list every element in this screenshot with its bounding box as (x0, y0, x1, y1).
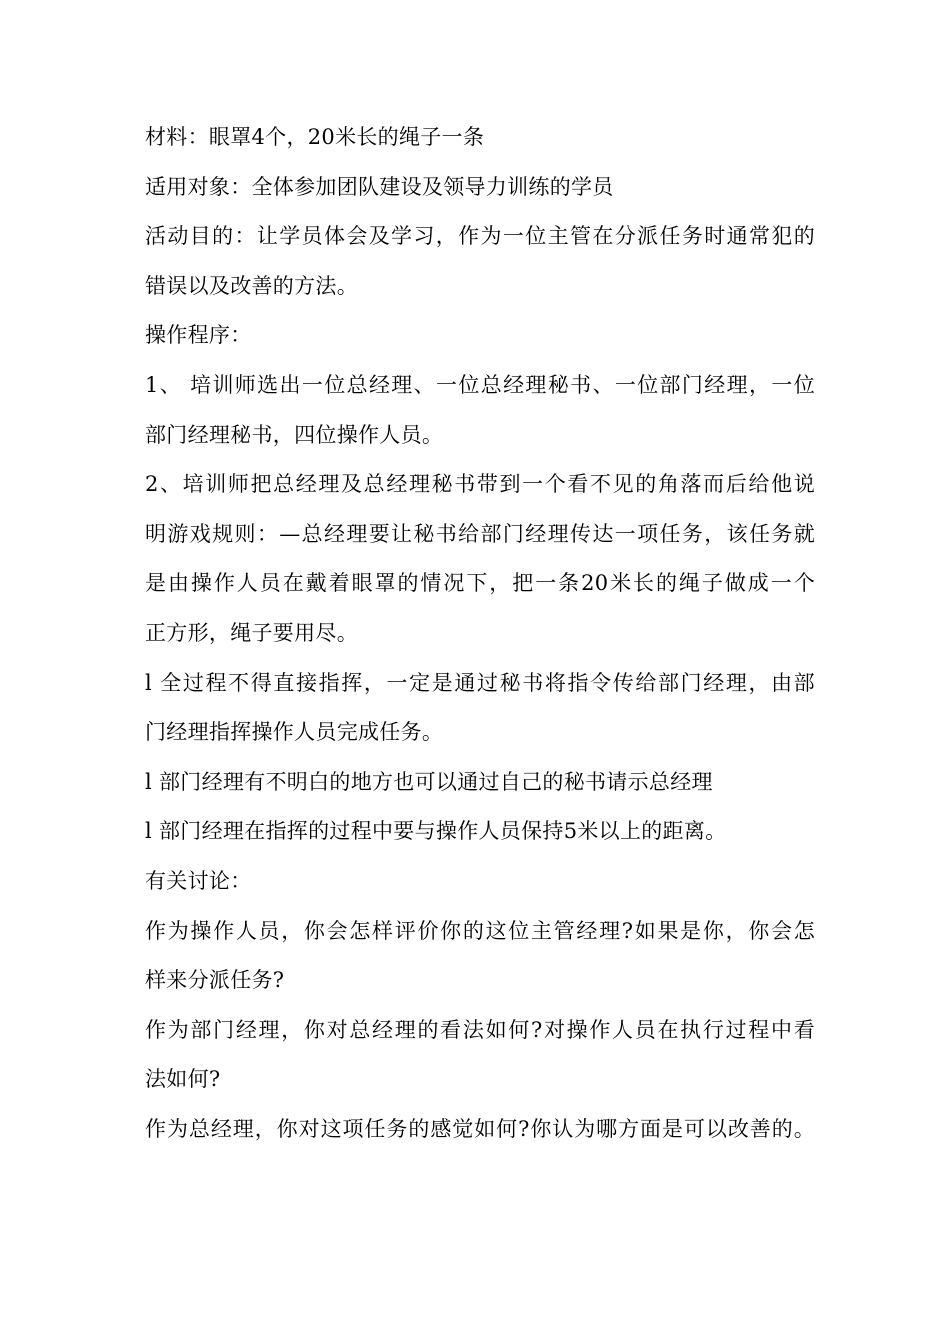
rule-1-line-2: 门经理指挥操作人员完成任务。 (145, 720, 444, 745)
target-audience-line: 适用对象：全体参加团队建设及领导力训练的学员 (145, 174, 614, 199)
materials-line: 材料：眼罩4个，20米长的绳子一条 (145, 125, 485, 149)
discussion-question-3-line: 作为总经理，你对这项任务的感觉如何?你认为哪方面是可以改善的。 (145, 1116, 815, 1141)
procedure-step-2-line-4: 正方形，绳子要用尽。 (145, 620, 358, 645)
objective-line-1: 活动目的：让学员体会及学习，作为一位主管在分派任务时通常犯的 (145, 224, 815, 249)
discussion-question-1-line-1: 作为操作人员，你会怎样评价你的这位主管经理?如果是你，你会怎 (145, 918, 815, 943)
discussion-question-2-line-2: 法如何? (145, 1067, 221, 1092)
procedure-step-2-line-2: 明游戏规则：—总经理要让秘书给部门经理传达一项任务，该任务就 (145, 521, 815, 546)
procedure-step-2-line-3: 是由操作人员在戴着眼罩的情况下，把一条20米长的绳子做成一个 (145, 571, 815, 596)
procedure-heading: 操作程序： (145, 323, 252, 348)
discussion-question-2-line-1: 作为部门经理，你对总经理的看法如何?对操作人员在执行过程中看 (145, 1017, 815, 1042)
rule-1-line-1: l 全过程不得直接指挥，一定是通过秘书将指令传给部门经理，由部 (145, 670, 815, 695)
discussion-question-1-line-2: 样来分派任务? (145, 968, 285, 993)
procedure-step-2-line-1: 2、培训师把总经理及总经理秘书带到一个看不见的角落而后给他说 (145, 472, 815, 497)
discussion-heading: 有关讨论： (145, 868, 252, 893)
rule-3-line: l 部门经理在指挥的过程中要与操作人员保持5米以上的距离。 (145, 819, 727, 844)
document-body (145, 113, 815, 1154)
procedure-step-1-line-1: 1、 培训师选出一位总经理、一位总经理秘书、一位部门经理，一位 (145, 372, 815, 397)
rule-2-line: l 部门经理有不明白的地方也可以通过自己的秘书请示总经理 (145, 769, 713, 794)
procedure-step-1-line-2: 部门经理秘书，四位操作人员。 (145, 422, 444, 447)
objective-line-2: 错误以及改善的方法。 (145, 273, 358, 298)
